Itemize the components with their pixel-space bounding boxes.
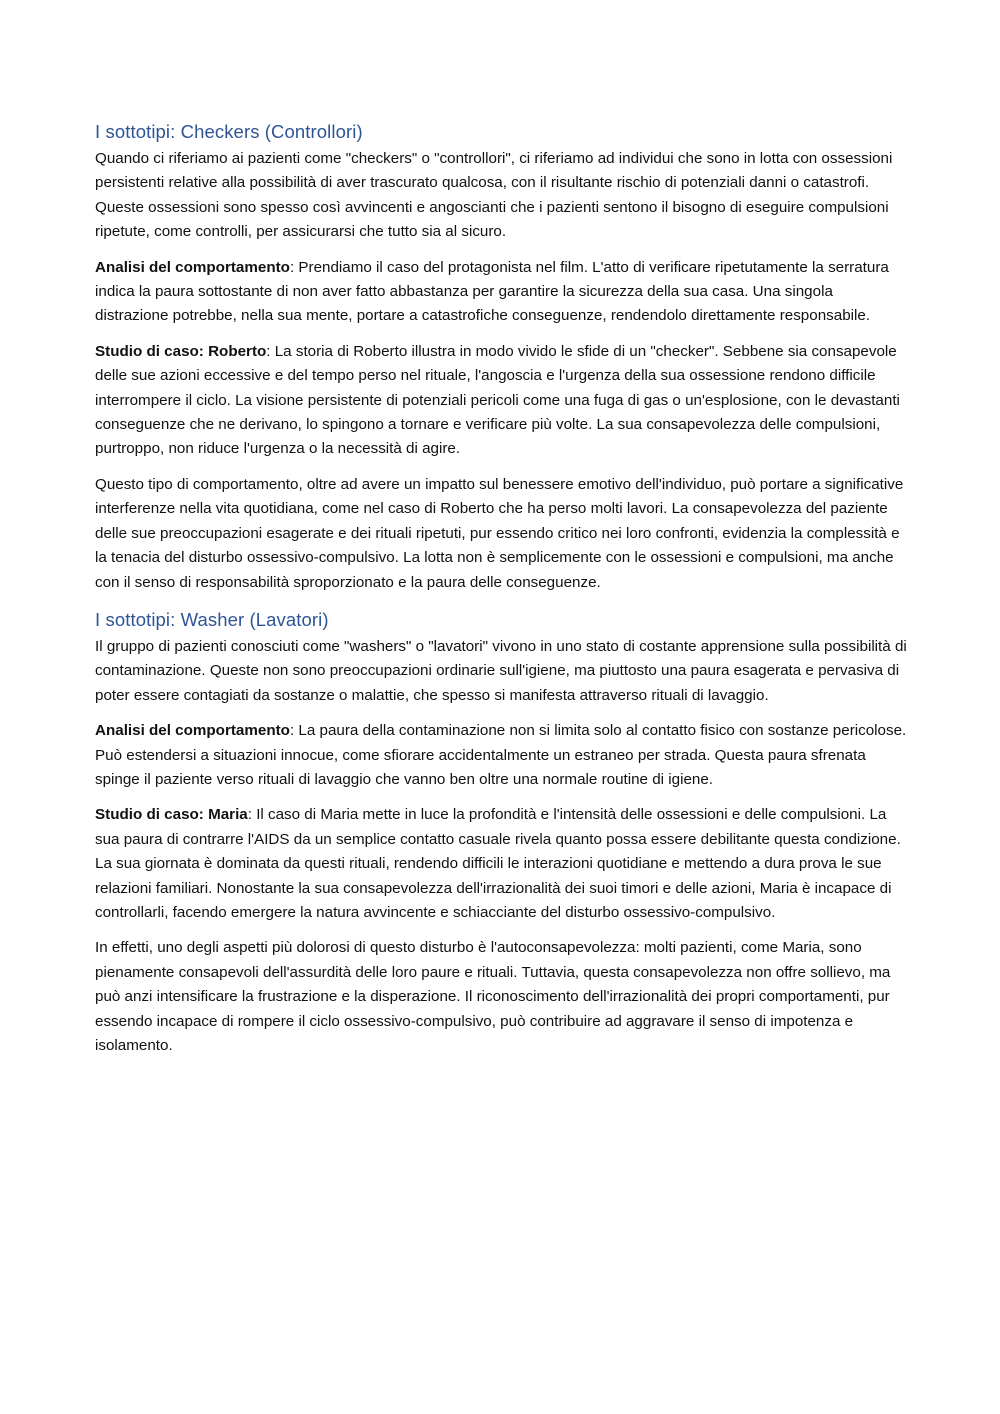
- section-checkers: [95, 118, 910, 595]
- paragraph: [95, 340, 910, 462]
- paragraph-text: : La paura della contaminazione non si limita solo al contatto fisico con sostanze pericolose. Può estendersi a situazioni innocue, come sfiorare accidentalmente un estraneo per strada. Questa paura sfrenata spinge il paziente verso rituali di lavaggio che vanno ben oltre una normale routine di igiene.: [95, 722, 907, 788]
- paragraph-text: Quando ci riferiamo ai pazienti come "checkers" o "controllori", ci riferiamo ad individui che sono in lotta con ossessioni persistenti relative alla possibilità di aver trascurato qualcosa, con il risultante rischio di potenziali danni o catastrofi. Queste ossessioni sono spesso così avvincenti e angoscianti che i pazienti sentono il bisogno di eseguire compulsioni ripetute, come controlli, per assicurarsi che tutto sia al sicuro.: [95, 150, 893, 241]
- paragraph-text: : Prendiamo il caso del protagonista nel film. L'atto di verificare ripetutamente la serratura indica la paura sottostante di non aver fatto abbastanza per garantire la sicurezza della sua casa. Una singola distrazione potrebbe, nella sua mente, portare a catastrofiche conseguenze, rendendolo direttamente responsabile.: [95, 258, 889, 325]
- paragraph-lead: Studio di caso: Roberto: [95, 342, 267, 360]
- paragraph-lead: Analisi del comportamento: [95, 722, 290, 740]
- paragraph: [95, 719, 910, 792]
- paragraph: [95, 473, 910, 595]
- paragraph: [95, 936, 910, 1058]
- paragraph: [95, 147, 910, 245]
- paragraph-text: Il gruppo di pazienti conosciuti come "washers" o "lavatori" vivono in uno stato di costante apprensione sulla possibilità di contaminazione. Queste non sono preoccupazioni ordinarie sull'igiene, ma piuttosto una paura esagerata e pervasiva di poter essere contagiati da sostanze o malattie, che spesso si manifesta attraverso rituali di lavaggio.: [95, 637, 907, 704]
- section-heading: I sottotipi: Checkers (Controllori): [95, 121, 363, 142]
- paragraph-text: : La storia di Roberto illustra in modo vivido le sfide di un "checker". Sebbene sia consapevole delle sue azioni eccessive e del tempo perso nel rituale, l'angoscia e l'urgenza della sua ossessione rendono difficile interrompere il ciclo. La visione persistente di potenziali pericoli come una fuga di gas o un'esplosione, con le devastanti conseguenze che ne derivano, lo spingono a tornare e verificare più volte. La sua consapevolezza delle compulsioni, purtroppo, non riduce l'urgenza o la necessità di agire.: [95, 342, 900, 458]
- paragraph: [95, 635, 910, 708]
- paragraph-text: In effetti, uno degli aspetti più dolorosi di questo disturbo è l'autoconsapevolezza: molti pazienti, come Maria, sono pienamente consapevoli dell'assurdità delle loro paure e rituali. Tuttavia, questa consapevolezza non offre sollievo, ma può anzi intensificare la frustrazione e la disperazione. Il riconoscimento dell'irrazionalità dei propri comportamenti, pur essendo incapace di rompere il ciclo ossessivo-compulsivo, può contribuire ad aggravare il senso di impotenza e isolamento.: [95, 939, 891, 1054]
- paragraph: [95, 256, 910, 329]
- section-washers: [95, 606, 910, 1059]
- paragraph-lead: Analisi del comportamento: [95, 258, 290, 276]
- paragraph-text: Questo tipo di comportamento, oltre ad avere un impatto sul benessere emotivo dell'individuo, può portare a significative interferenze nella vita quotidiana, come nel caso di Roberto che ha perso molti lavori. La consapevolezza del paziente delle sue preoccupazioni esagerate e dei rituali ripetuti, pur essendo critico nei loro confronti, evidenzia la complessità e la tenacia del disturbo ossessivo-compulsivo. La lotta non è semplicemente con le ossessioni e compulsioni, ma anche con il senso di responsabilità sproporzionato e la paura delle conseguenze.: [95, 475, 904, 591]
- paragraph: [95, 803, 910, 925]
- paragraph-lead: Studio di caso: Maria: [95, 806, 248, 824]
- paragraph-text: : Il caso di Maria mette in luce la profondità e l'intensità delle ossessioni e delle compulsioni. La sua paura di contrarre l'AIDS da un semplice contatto casuale rivela quanto possa essere debilitante questa condizione. La sua giornata è dominata da questi rituali, rendendo difficili le interazioni quotidiane e mettendo a dura prova le sue relazioni familiari. Nonostante la sua consapevolezza dell'irrazionalità dei suoi timori e delle azioni, Maria è incapace di controllarli, facendo emergere la natura avvincente e schiacciante del disturbo ossessivo-compulsivo.: [95, 806, 901, 921]
- section-heading: I sottotipi: Washer (Lavatori): [95, 608, 329, 630]
- document-page: [95, 118, 910, 1069]
